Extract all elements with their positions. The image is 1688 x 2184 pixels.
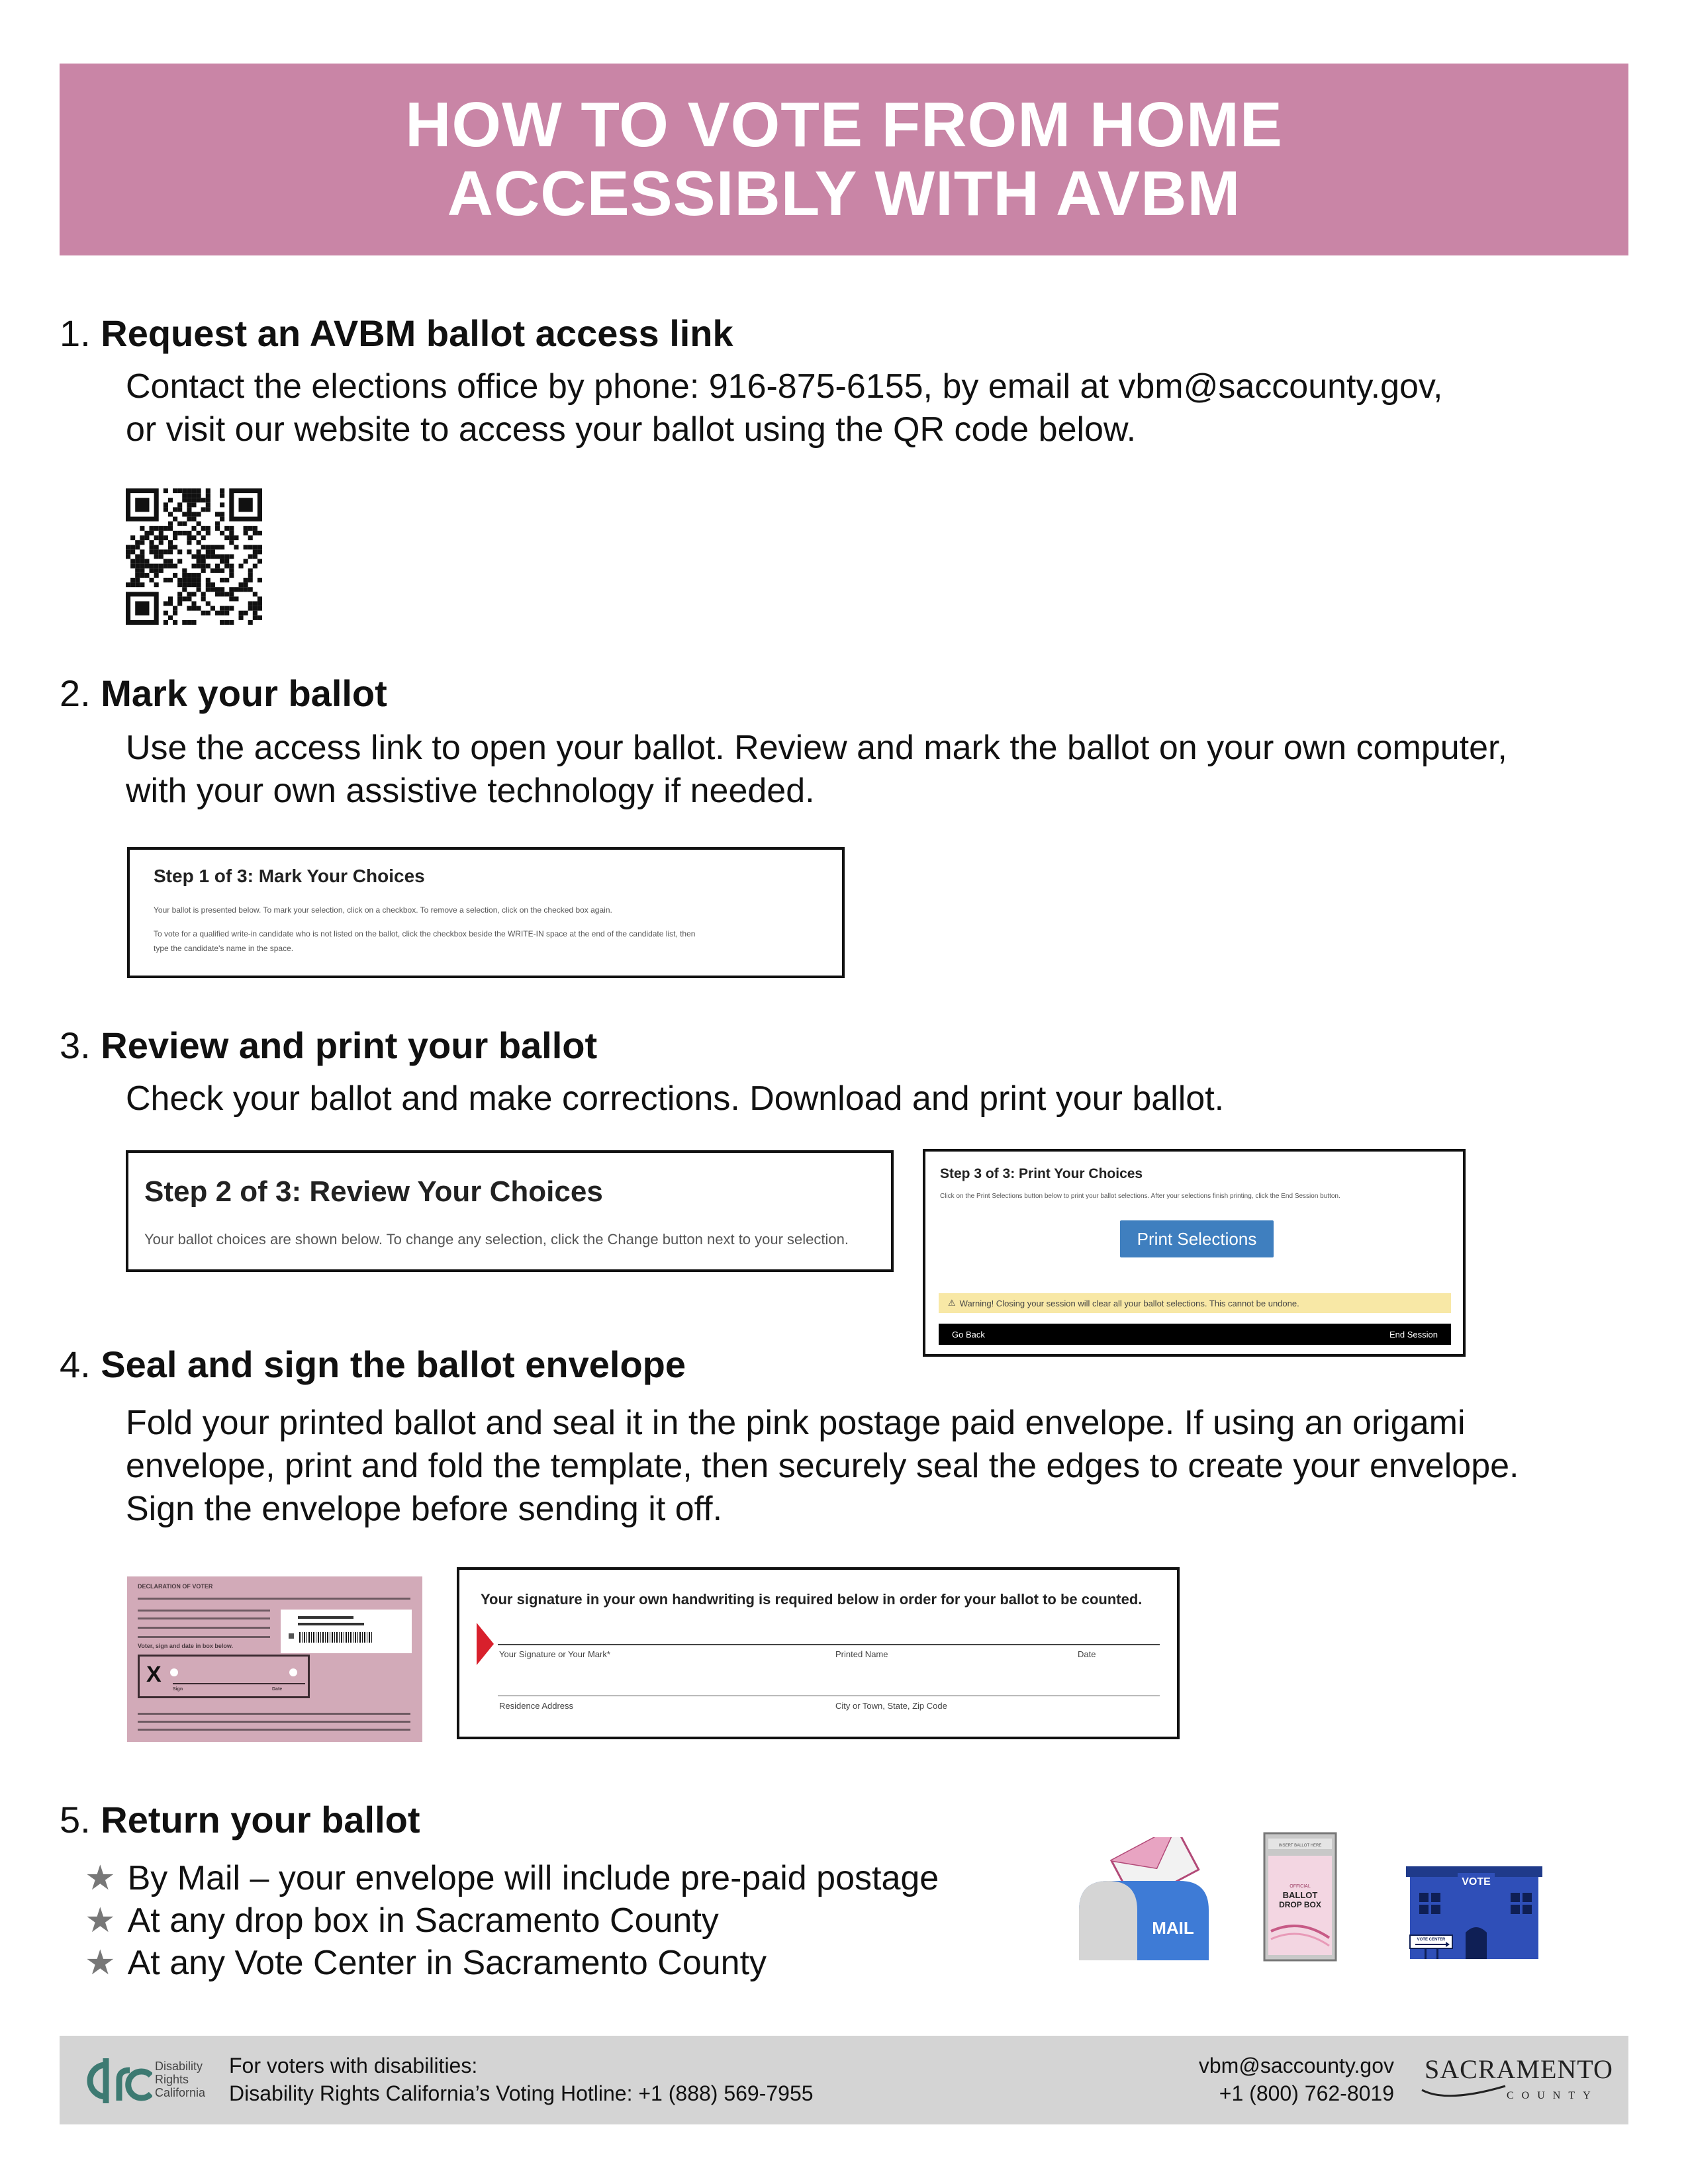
divider (138, 1627, 270, 1629)
vote-center-sign: VOTE CENTER (1417, 1938, 1446, 1942)
declaration-label: DECLARATION OF VOTER (138, 1583, 213, 1590)
body-line: Contact the elections office by phone: 916-875-6155, by email at vbm@saccounty.gov, (126, 367, 1443, 406)
drc-line: Disability (155, 2060, 203, 2073)
county-name: SACRAMENTO (1425, 2054, 1613, 2084)
dot-icon (289, 1668, 297, 1676)
star-icon: ★ (85, 1944, 116, 1982)
body-line: Fold your printed ballot and seal it in the pink postage paid envelope. If using an origami (126, 1404, 1466, 1442)
divider (138, 1713, 410, 1715)
signature-line (498, 1644, 1160, 1645)
step-5-heading (60, 1799, 420, 1841)
warning-icon: ⚠ (948, 1298, 956, 1308)
hotline-text: Disability Rights California’s Voting Hotline: +1 (888) 569-7955 (229, 2081, 814, 2105)
print-selections-button[interactable]: Print Selections (1120, 1220, 1274, 1257)
body-line: Sign the envelope before sending it off. (126, 1490, 723, 1528)
printed-name-label: Printed Name (835, 1649, 888, 1659)
step-4-heading (60, 1343, 686, 1386)
card-text: Your ballot choices are shown below. To change any selection, click the Change button next to your selection. (144, 1231, 849, 1248)
step-number: 5. (60, 1799, 91, 1841)
divider (138, 1729, 410, 1731)
step-1-heading (60, 312, 733, 355)
card-text: To vote for a qualified write-in candidate who is not listed on the ballot, click the checkbox beside the WRITE-IN space at the end of the candidate list, then (154, 929, 696, 938)
dropbox-line1: BALLOT (1282, 1890, 1318, 1900)
body-line: Check your ballot and make corrections. Download and print your ballot. (126, 1079, 1225, 1118)
body-line: Use the access link to open your ballot. Review and mark the ballot on your own computer, (126, 729, 1507, 767)
signature-label: Your Signature or Your Mark* (499, 1649, 610, 1659)
date-label: Date (1078, 1649, 1096, 1659)
card-title: Step 3 of 3: Print Your Choices (940, 1166, 1143, 1181)
go-back-button[interactable]: Go Back (952, 1329, 985, 1340)
step-title: Return your ballot (101, 1799, 420, 1841)
x-mark: X (146, 1662, 162, 1687)
page-banner (60, 64, 1628, 255)
step-title: Mark your ballot (101, 672, 387, 714)
return-option-dropbox (85, 1899, 719, 1942)
card-title: Step 1 of 3: Mark Your Choices (154, 866, 425, 886)
print-choices-screenshot (923, 1149, 1466, 1357)
divider (138, 1617, 270, 1619)
city-label: City or Town, State, Zip Code (835, 1701, 947, 1711)
step-1-body (126, 365, 1615, 451)
divider (138, 1598, 410, 1600)
card-text: Click on the Print Selections button below to print your ballot selections. After your selections finish printing, click the End Session button. (940, 1193, 1340, 1200)
dropbox-official: OFFICIAL (1289, 1884, 1311, 1889)
step-2-heading (60, 672, 387, 715)
option-text: At any drop box in Sacramento County (127, 1901, 719, 1940)
mail-label: MAIL (1152, 1918, 1194, 1938)
return-option-vote-center (85, 1942, 767, 1984)
barcode-icon (299, 1632, 372, 1643)
mark-choices-screenshot (127, 847, 845, 978)
warning-text: Warning! Closing your session will clear all your ballot selections. This cannot be undone. (959, 1298, 1299, 1308)
divider (173, 1683, 305, 1684)
drc-logo-text (155, 2060, 205, 2099)
drc-line: Rights (155, 2073, 189, 2086)
card-text: Your ballot is presented below. To mark your selection, click on a checkbox. To remove a selection, click on the checked box again. (154, 905, 612, 915)
dropbox-line2: DROP BOX (1279, 1900, 1321, 1909)
step-title: Request an AVBM ballot access link (101, 312, 733, 354)
signature-form-screenshot (457, 1567, 1180, 1739)
body-line: envelope, print and fold the template, then securely seal the edges to create your envelope. (126, 1447, 1519, 1485)
step-3-body (126, 1077, 1615, 1120)
dot-icon (170, 1668, 178, 1676)
option-text: At any Vote Center in Sacramento County (127, 1944, 767, 1982)
step-3-heading (60, 1024, 597, 1067)
body-line: with your own assistive technology if needed. (126, 772, 815, 810)
step-number: 3. (60, 1024, 91, 1066)
step-2-body (126, 727, 1615, 813)
dropbox-slot-label: INSERT BALLOT HERE (1278, 1844, 1322, 1848)
ballot-envelope-image (127, 1576, 422, 1742)
vote-center-building-icon (1406, 1866, 1542, 1959)
county-sub: COUNTY (1507, 2090, 1599, 2101)
end-session-button[interactable]: End Session (1389, 1329, 1438, 1340)
voters-label: For voters with disabilities: (229, 2054, 478, 2077)
signature-box (138, 1655, 310, 1698)
vote-sign: VOTE (1462, 1876, 1491, 1888)
banner-title-line2: ACCESSIBLY WITH AVBM (447, 158, 1241, 229)
body-line: or visit our website to access your ballot using the QR code below. (126, 410, 1137, 449)
step-4-body (126, 1402, 1615, 1531)
residence-label: Residence Address (499, 1701, 574, 1711)
star-icon: ★ (85, 1901, 116, 1940)
qr-code-icon[interactable] (126, 488, 262, 625)
divider (138, 1721, 410, 1723)
step-title: Seal and sign the ballot envelope (101, 1343, 686, 1385)
card-text: type the candidate's name in the space. (154, 944, 294, 953)
card-title: Your signature in your own handwriting is required below in order for your ballot to be counted. (481, 1591, 1143, 1608)
barcode-label (281, 1610, 412, 1653)
date-label: Date (272, 1687, 283, 1692)
sign-here-arrow-icon (477, 1623, 494, 1665)
drc-logo-icon (86, 2056, 152, 2106)
county-swoosh-icon (1421, 2083, 1507, 2099)
divider (298, 1616, 353, 1619)
mailbox-icon (1079, 1837, 1209, 1960)
instruction-label: Voter, sign and date in box below. (138, 1643, 234, 1649)
review-choices-screenshot (126, 1150, 894, 1272)
card-title: Step 2 of 3: Review Your Choices (144, 1175, 603, 1208)
step-number: 1. (60, 312, 91, 354)
banner-title-line1: HOW TO VOTE FROM HOME (405, 89, 1283, 160)
ballot-drop-box-icon (1263, 1832, 1337, 1962)
barcode-icon (289, 1633, 294, 1639)
page-footer (60, 2036, 1628, 2124)
step-title: Review and print your ballot (101, 1024, 598, 1066)
divider (298, 1623, 364, 1625)
session-nav-bar (939, 1324, 1451, 1345)
divider (138, 1636, 270, 1638)
drc-line: California (155, 2086, 206, 2099)
sign-label: Sign (173, 1687, 183, 1692)
footer-email[interactable]: vbm@saccounty.gov (1198, 2054, 1394, 2077)
star-icon: ★ (85, 1859, 116, 1897)
return-option-mail (85, 1857, 939, 1899)
step-number: 2. (60, 672, 91, 714)
footer-phone[interactable]: +1 (800) 762-8019 (1219, 2081, 1394, 2105)
step-number: 4. (60, 1343, 91, 1385)
divider (138, 1610, 270, 1612)
warning-banner (939, 1293, 1451, 1313)
option-text: By Mail – your envelope will include pre-paid postage (127, 1859, 939, 1897)
